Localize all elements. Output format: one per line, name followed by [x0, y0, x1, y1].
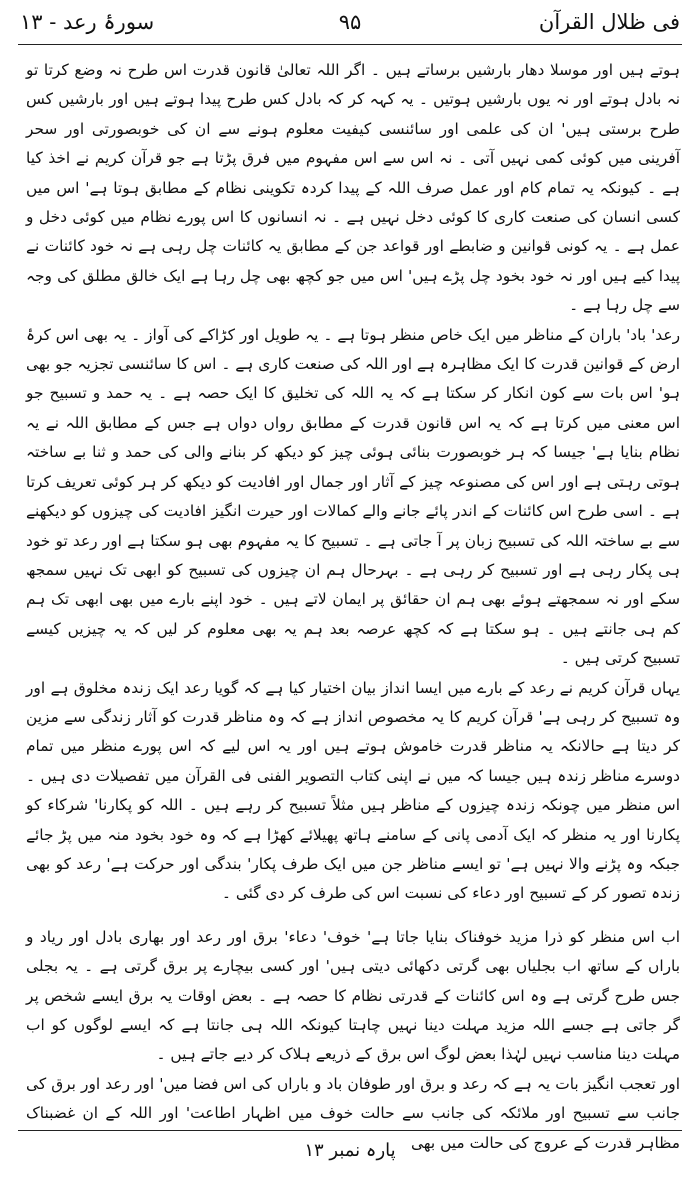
surah-name: سورۂ رعد - ۱۳: [20, 10, 155, 34]
paragraph: ہوتے ہیں اور موسلا دھار بارشیں برساتے ہیں ۔ اگر اللہ تعالیٰ قانون قدرت اس طرح نہ وضع کرتا تو نہ بادل ہوتے اور نہ یوں بارشیں ہوتیں ۔ یہ کہہ کر کہ بادل کس طرح پیدا ہوتے ہیں اور بارشیں کس طرح برستی ہیں' ان کی علمی اور سائنسی کیفیت معلوم ہونے سے ان کی خوبصورتی اور سحر آفرینی میں کوئی کمی نہیں آتی ۔ نہ اس سے اس مفہوم میں فرق پڑتا ہے جو قرآن کریم نے اخذ کیا ہے ۔ کیونکہ یہ تمام کام اور عمل صرف اللہ کے پیدا کردہ تکوینی نظام کے مطابق ہوتا ہے' اس میں کسی انسان کی صنعت کاری کا کوئی دخل نہیں ہے ۔ نہ انسانوں کا اس پورے نظام میں کوئی دخل و عمل ہے ۔ یہ کونی قوانین و ضابطے اور قواعد جن کے مطابق یہ کائنات چل رہی ہے نہ خود کائنات نے پیدا کیے ہیں اور نہ خود بخود چل پڑے ہیں' اس میں جو کچھ بھی چل رہا ہے ایک خالق مطلق کی وجہ سے چل رہا ہے ۔: [26, 61, 680, 315]
page-number: ۹۵: [338, 10, 362, 34]
header-divider: [18, 44, 682, 45]
paragraph: اب اس منظر کو ذرا مزید خوفناک بنایا جاتا ہے' خوف' دعاء' برق اور رعد اور بھاری بادل اور ریاد و باراں کے ساتھ اب بجلیاں بھی گرتی دکھائی دیتی ہیں' اور کسی بیچارے پر برق گرتی ہے ۔ یہ بجلی جس طرح گرتی ہے وہ اس کائنات کے قدرتی نظام کا حصہ ہے ۔ بعض اوقات یہ برق ایسے شخص پر گر جاتی ہے جسے اللہ مزید مہلت دینا نہیں چاہتا کیونکہ اللہ ہی جانتا ہے کہ ایسے لوگوں کو اب مہلت دینا مناسب نہیں لہٰذا بعض لوگ اس برق کے ذریعے ہلاک کر دیے جاتے ہیں ۔: [26, 927, 680, 1064]
running-title: فی ظلال القرآن: [538, 10, 680, 34]
para-number-footer: پارہ نمبر ۱۳: [304, 1140, 396, 1161]
paragraph: اور تعجب انگیز بات یہ ہے کہ رعد و برق اور طوفان باد و باراں کی اس فضا میں' اور رعد اور برق کی جانب سے تسبیح اور ملائکہ کی جانب سے حالت خوف میں اظہار اطاعت' اور اللہ کے ان غضبناک مظاہر قدرت کے عروج کی حالت میں بھی: [26, 1074, 680, 1152]
paragraph: رعد' باد' باران کے مناظر میں ایک خاص منظر ہوتا ہے ۔ یہ طویل اور کڑاکے کی آواز ۔ یہ بھی اس کرۂ ارض کے قوانین قدرت کا ایک مظاہرہ ہے اور اللہ کی صنعت کاری ہے ۔ اس کا سائنسی تجزیہ جو بھی ہو' اس بات سے کون انکار کر سکتا ہے کہ یہ اللہ کی تخلیق کا ایک حصہ ہے ۔ یہ حمد و تسبیح جو اس معنی میں کرتا ہے کہ یہ اس قانون قدرت کے مطابق رواں دواں ہے جس کے مطابق اللہ نے یہ نظام بنایا ہے' جیسا کہ ہر خوبصورت بنائی ہوئی چیز کو دیکھ کر بنانے والی کی حمد و ثنا بے ساختہ ہوتی رہتی ہے اور اس کی مصنوعہ چیز کے آثار اور جمال اور افادیت کو دیکھ کر ہر کوئی تعریف کرتا ہے ۔ اسی طرح اس کائنات کے اندر پائے جانے والے کمالات اور حیرت انگیز افادیت کی چیزوں کو دیکھنے سے بے ساختہ اللہ کی تسبیح زبان پر آ جاتی ہے ۔ تسبیح کا یہ مفہوم بھی ہو سکتا ہے اور رعد تو خود ہی پکار رہی ہے اور تسبیح کر رہی ہے ۔ بہرحال ہم ان چیزوں کی تسبیح کو ابھی تک نہیں سمجھ سکے اور نہ سمجھتے ہوئے بھی ہم ان حقائق پر ایمان لاتے ہیں ۔ خود اپنے بارے میں بھی ابھی تک ہم کم ہی جانتے ہیں ۔ ہو سکتا ہے کہ کچھ عرصہ بعد ہم یہ بھی معلوم کر لیں کہ یہ چیزیں کیسے تسبیح کرتی ہیں ۔: [26, 325, 680, 668]
page-header: [20, 2, 680, 42]
footer-divider: [18, 1130, 682, 1131]
paragraph: یہاں قرآن کریم نے رعد کے بارے میں ایسا انداز بیان اختیار کیا ہے کہ گویا رعد ایک زندہ مخلوق ہے اور وہ تسبیح کر رہی ہے' قرآن کریم کا یہ مخصوص انداز ہے کہ وہ مناظر قدرت کو آثار زندگی سے مزین کر دیتا ہے حالانکہ یہ مناظر قدرت خاموش ہوتے ہیں اور یہ اس لیے کہ اس پورے منظر میں تمام دوسرے مناظر زندہ ہیں جیسا کہ میں نے اپنی کتاب التصویر الفنی فی القرآن میں تفصیلات دی ہیں ۔ اس منظر میں چونکہ زندہ چیزوں کے مناظر ہیں مثلاً تسبیح کر رہے ہیں ۔ اللہ کو پکارنا' شرکاء کو پکارنا اور یہ منظر کہ ایک آدمی پانی کے سامنے ہاتھ پھیلائے کھڑا ہے کہ وہ خود بخود منہ میں پڑ جائے جبکہ وہ پڑنے والا نہیں ہے' تو ایسے مناظر جن میں ایک طرف پکار' بندگی اور حرکت ہے' رعد کو بھی زندہ تصور کر کے تسبیح اور دعاء کی نسبت اس کی طرف کر دی گئی ۔: [26, 678, 680, 903]
